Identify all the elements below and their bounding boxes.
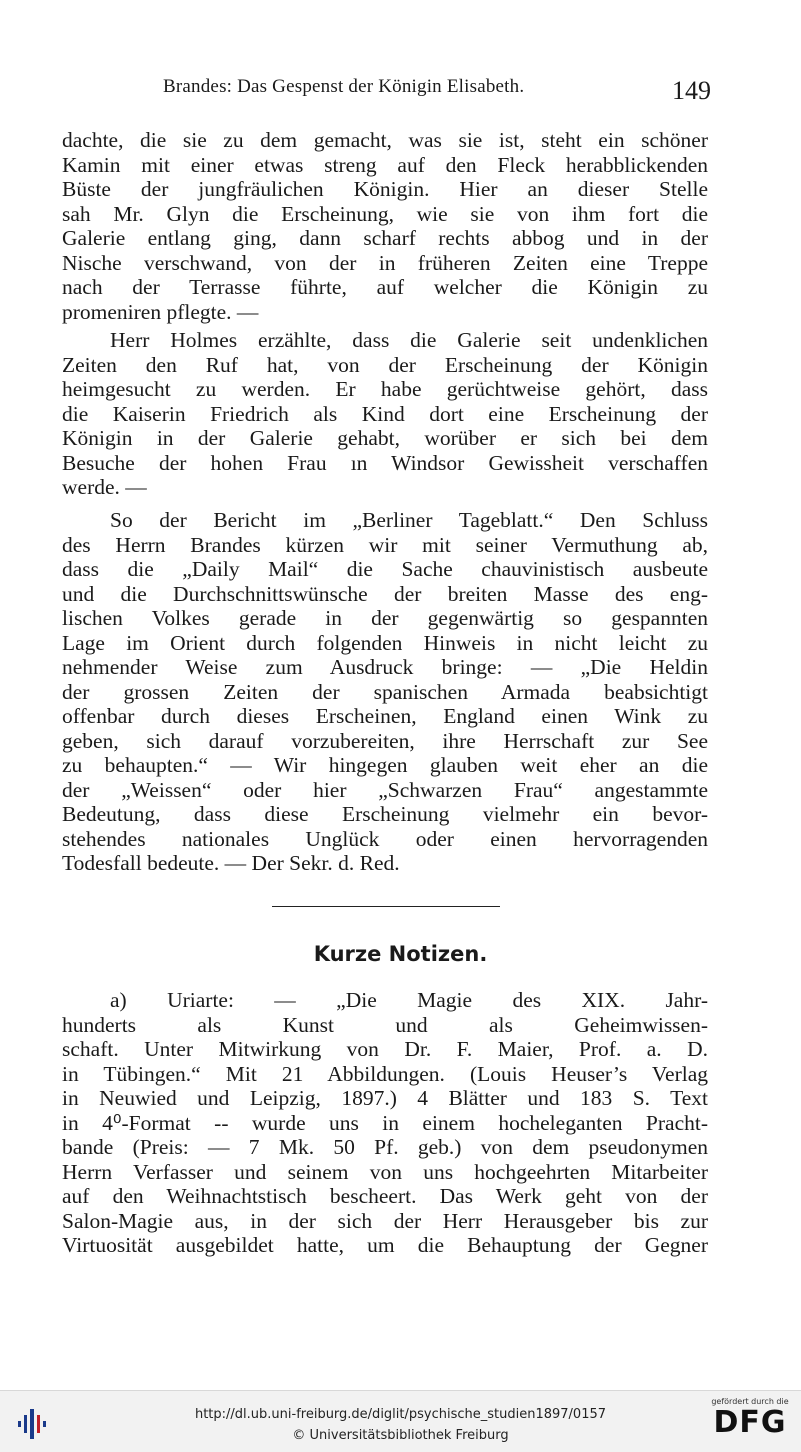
- dfg-mark: DFG: [713, 1405, 787, 1440]
- running-header: Brandes: Das Gespenst der Königin Elisabeth.: [163, 76, 525, 97]
- text-line: nach der Terrasse führte, auf welcher die Königin zu: [62, 275, 708, 299]
- text-line: Büste der jungfräulichen Königin. Hier an dieser Stelle: [62, 177, 708, 201]
- section-heading: Kurze Notizen.: [313, 942, 488, 966]
- text-line: nehmender Weise zum Ausdruck bringe: — „Die Heldin: [62, 655, 708, 679]
- text-line: Nische verschwand, von der in früheren Zeiten eine Treppe: [62, 250, 708, 275]
- text-line: geben, sich darauf vorzubereiten, ihre Herrschaft zur See: [62, 728, 708, 753]
- text-line: die Kaiserin Friedrich als Kind dort eine Erscheinung der: [62, 401, 708, 426]
- text-line: Kamin mit einer etwas streng auf den Fleck herabblickenden: [62, 152, 708, 177]
- text-line: Salon-Magie aus, in der sich der Herr Herausgeber bis zur: [62, 1208, 708, 1233]
- text-line: der grossen Zeiten der spanischen Armada beabsichtigt: [62, 679, 708, 704]
- text-line: auf den Weihnachtstisch bescheert. Das Werk geht von der: [62, 1184, 708, 1208]
- text-line: Zeiten den Ruf hat, von der Erscheinung der Königin: [62, 352, 708, 377]
- dfg-caption: gefördert durch die: [711, 1397, 789, 1406]
- text-line: promeniren pflegte. —: [62, 299, 259, 324]
- text-line: offenbar durch dieses Erscheinen, England einen Wink zu: [62, 704, 708, 728]
- text-line: lischen Volkes gerade in der gegenwärtig so gespannten: [62, 606, 708, 630]
- text-line: Königin in der Galerie gehabt, worüber er sich bei dem: [62, 426, 708, 450]
- text-line: Herr Holmes erzählte, dass die Galerie seit undenklichen: [110, 328, 708, 352]
- text-line: in Tübingen.“ Mit 21 Abbildungen. (Louis Heuser’s Verlag: [62, 1061, 708, 1086]
- text-line: schaft. Unter Mitwirkung von Dr. F. Maier, Prof. a. D.: [62, 1037, 708, 1061]
- text-line: werde. —: [62, 475, 147, 499]
- text-line: Herrn Verfasser und seinem von uns hochgeehrten Mitarbeiter: [62, 1159, 708, 1184]
- page-number: 149: [672, 76, 711, 105]
- text-line: Besuche der hohen Frau ın Windsor Gewissheit verschaffen: [62, 450, 708, 475]
- text-line: der „Weissen“ oder hier „Schwarzen Frau“ angestammte: [62, 777, 708, 802]
- paragraph-2: [62, 328, 708, 500]
- permalink-url[interactable]: http://dl.ub.uni-freiburg.de/diglit/psychische_studien1897/0157: [194, 1407, 607, 1422]
- text-line: heimgesucht zu werden. Er habe gerüchtweise gehört, dass: [62, 377, 708, 401]
- text-line: des Herrn Brandes kürzen wir mit seiner Vermuthung ab,: [62, 532, 708, 557]
- text-line: a) Uriarte: — „Die Magie des XIX. Jahr-: [110, 988, 708, 1012]
- text-line: Galerie entlang ging, dann scharf rechts abbog und in der: [62, 226, 708, 250]
- copyright-notice: © Universitätsbibliothek Freiburg: [292, 1428, 509, 1443]
- text-line: dachte, die sie zu dem gemacht, was sie ist, steht ein schöner: [62, 128, 708, 152]
- text-line: Todesfall bedeute. — Der Sekr. d. Red.: [62, 851, 400, 875]
- text-line: dass die „Daily Mail“ die Sache chauvinistisch ausbeute: [62, 557, 708, 581]
- paragraph-4: [62, 988, 708, 1258]
- text-line: Bedeutung, dass diese Erscheinung vielmehr ein bevor-: [62, 802, 708, 826]
- text-line: hunderts als Kunst und als Geheimwissen-: [62, 1012, 708, 1037]
- text-line: zu behaupten.“ — Wir hingegen glauben weit eher an die: [62, 753, 708, 777]
- text-line: Virtuosität ausgebildet hatte, um die Behauptung der Gegner: [62, 1233, 708, 1257]
- text-line: in Neuwied und Leipzig, 1897.) 4 Blätter und 183 S. Text: [62, 1086, 708, 1110]
- text-line: Lage im Orient durch folgenden Hinweis in nicht leicht zu: [62, 630, 708, 655]
- text-line: in 4⁰-Format -- wurde uns in einem hocheleganten Pracht-: [62, 1110, 708, 1135]
- text-line: und die Durchschnittswünsche der breiten Masse des eng-: [62, 581, 708, 606]
- text-line: stehendes nationales Unglück oder einen hervorragenden: [62, 826, 708, 851]
- paragraph-1: [62, 128, 708, 324]
- section-divider: [272, 906, 500, 907]
- dfg-logo[interactable]: [708, 1397, 792, 1447]
- text-line: sah Mr. Glyn die Erscheinung, wie sie von ihm fort die: [62, 201, 708, 226]
- text-line: So der Bericht im „Berliner Tageblatt.“ Den Schluss: [110, 508, 708, 532]
- text-line: bande (Preis: — 7 Mk. 50 Pf. geb.) von dem pseudonymen: [62, 1135, 708, 1159]
- paragraph-3: [62, 508, 708, 876]
- viewer-footer: [0, 1390, 801, 1452]
